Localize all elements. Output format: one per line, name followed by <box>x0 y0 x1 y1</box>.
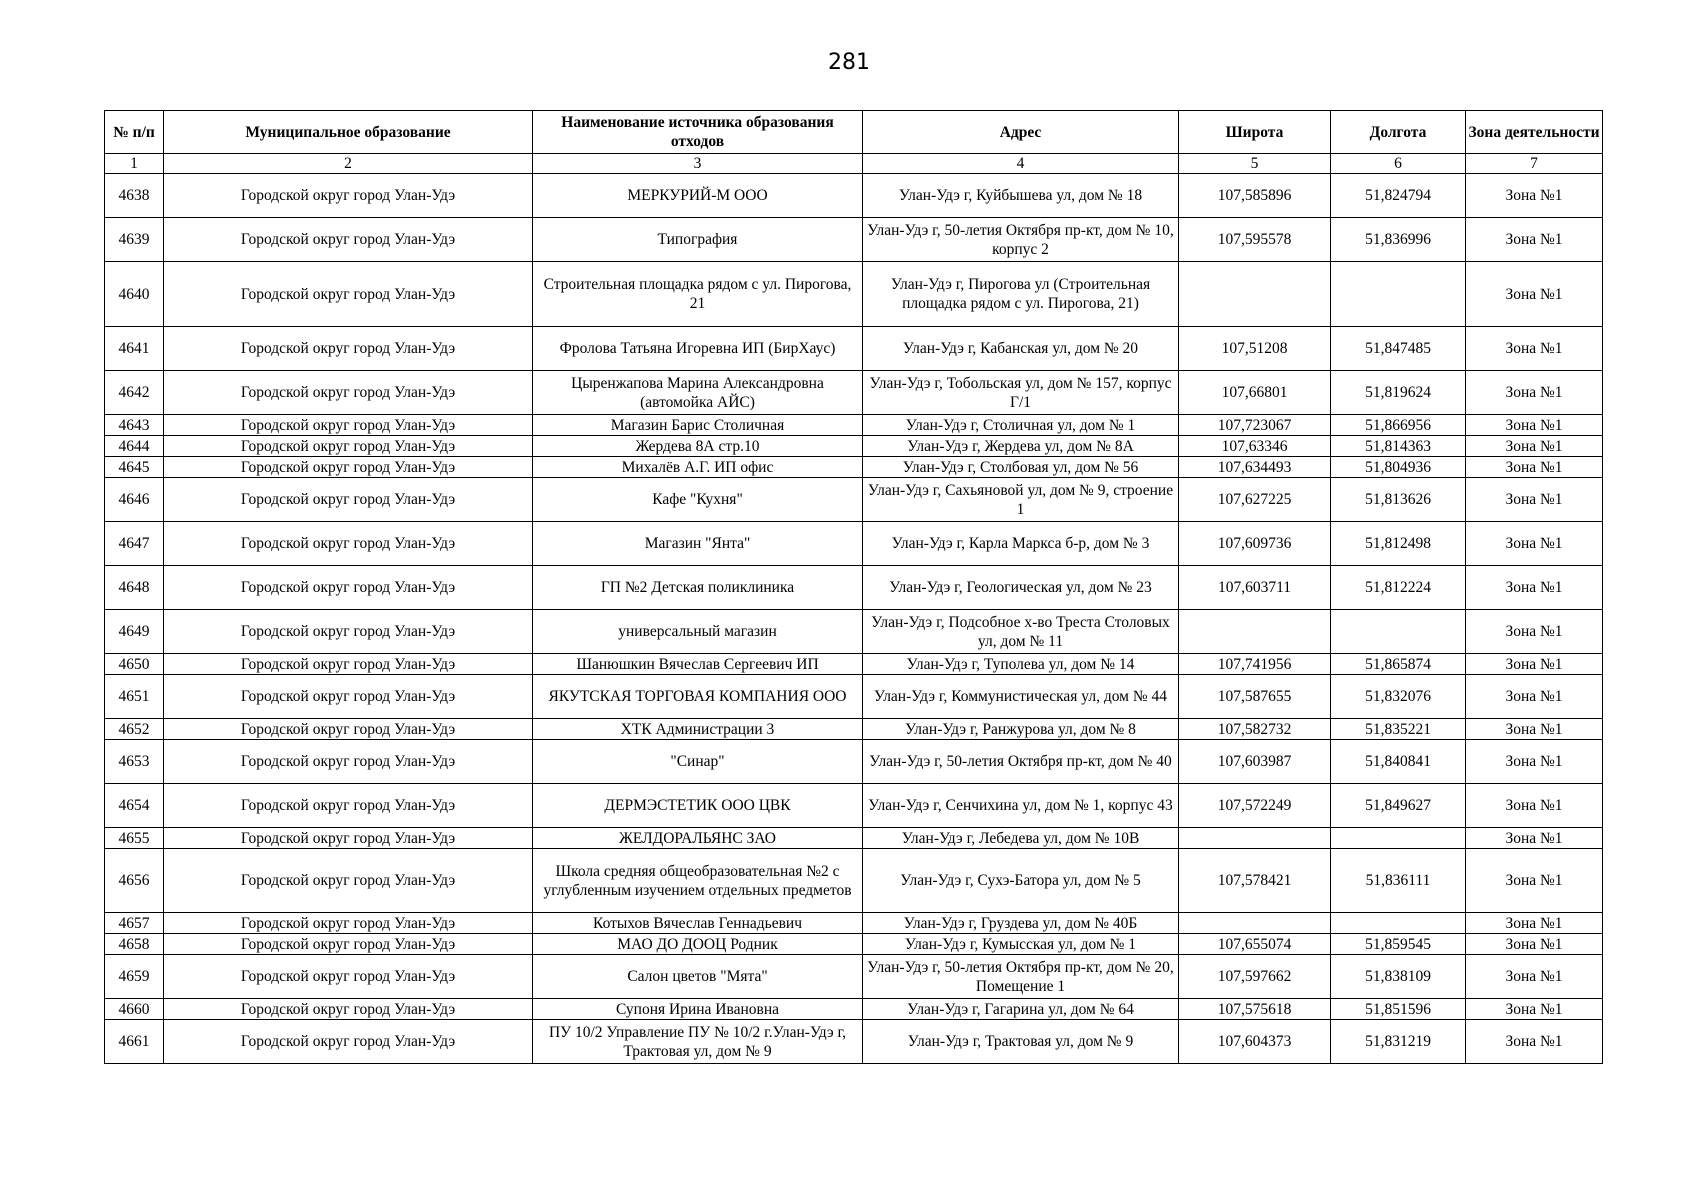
cell-source-name: Супоня Ирина Ивановна <box>533 999 863 1020</box>
cell-source-name: универсальный магазин <box>533 610 863 654</box>
table-row <box>105 262 1603 327</box>
cell-source-name: ЖЕЛДОРАЛЬЯНС ЗАО <box>533 828 863 849</box>
cell-longitude: 51,836996 <box>1331 218 1466 262</box>
table-row <box>105 457 1603 478</box>
cell-source-name: ПУ 10/2 Управление ПУ № 10/2 г.Улан-Удэ г, Трактовая ул, дом № 9 <box>533 1020 863 1064</box>
cell-source-name: Цыренжапова Марина Александровна (автомойка АЙС) <box>533 371 863 415</box>
table-row <box>105 828 1603 849</box>
cell-latitude: 107,597662 <box>1179 955 1331 999</box>
column-number-source-name: 3 <box>533 154 863 174</box>
cell-address: Улан-Удэ г, Куйбышева ул, дом № 18 <box>863 174 1179 218</box>
cell-longitude: 51,813626 <box>1331 478 1466 522</box>
cell-latitude: 107,604373 <box>1179 1020 1331 1064</box>
cell-municipality: Городской округ город Улан-Удэ <box>164 934 533 955</box>
cell-municipality: Городской округ город Улан-Удэ <box>164 457 533 478</box>
cell-zone: Зона №1 <box>1466 327 1603 371</box>
cell-latitude <box>1179 913 1331 934</box>
table-row <box>105 522 1603 566</box>
cell-row-number: 4657 <box>105 913 164 934</box>
table-row <box>105 327 1603 371</box>
cell-municipality: Городской округ город Улан-Удэ <box>164 610 533 654</box>
cell-row-number: 4658 <box>105 934 164 955</box>
cell-row-number: 4647 <box>105 522 164 566</box>
cell-zone: Зона №1 <box>1466 740 1603 784</box>
cell-municipality: Городской округ город Улан-Удэ <box>164 784 533 828</box>
cell-address: Улан-Удэ г, 50-летия Октября пр-кт, дом № 10, корпус 2 <box>863 218 1179 262</box>
cell-longitude <box>1331 828 1466 849</box>
cell-address: Улан-Удэ г, Карла Маркса б-р, дом № 3 <box>863 522 1179 566</box>
table-row <box>105 675 1603 719</box>
table-row <box>105 566 1603 610</box>
cell-municipality: Городской округ город Улан-Удэ <box>164 913 533 934</box>
cell-row-number: 4651 <box>105 675 164 719</box>
cell-municipality: Городской округ город Улан-Удэ <box>164 654 533 675</box>
cell-municipality: Городской округ город Улан-Удэ <box>164 436 533 457</box>
cell-longitude: 51,819624 <box>1331 371 1466 415</box>
cell-zone: Зона №1 <box>1466 784 1603 828</box>
cell-longitude: 51,835221 <box>1331 719 1466 740</box>
column-number-longitude: 6 <box>1331 154 1466 174</box>
cell-address: Улан-Удэ г, Кабанская ул, дом № 20 <box>863 327 1179 371</box>
cell-row-number: 4654 <box>105 784 164 828</box>
column-number-address: 4 <box>863 154 1179 174</box>
cell-zone: Зона №1 <box>1466 610 1603 654</box>
cell-latitude <box>1179 828 1331 849</box>
cell-source-name: Магазин Барис Столичная <box>533 415 863 436</box>
header-longitude: Долгота <box>1331 111 1466 154</box>
cell-zone: Зона №1 <box>1466 675 1603 719</box>
cell-source-name: Фролова Татьяна Игоревна ИП (БирХаус) <box>533 327 863 371</box>
cell-municipality: Городской округ город Улан-Удэ <box>164 522 533 566</box>
cell-row-number: 4655 <box>105 828 164 849</box>
cell-address: Улан-Удэ г, Столичная ул, дом № 1 <box>863 415 1179 436</box>
header-row-number: № п/п <box>105 111 164 154</box>
cell-zone: Зона №1 <box>1466 913 1603 934</box>
cell-longitude: 51,812224 <box>1331 566 1466 610</box>
cell-address: Улан-Удэ г, Ранжурова ул, дом № 8 <box>863 719 1179 740</box>
cell-municipality: Городской округ город Улан-Удэ <box>164 999 533 1020</box>
cell-source-name: Котыхов Вячеслав Геннадьевич <box>533 913 863 934</box>
table-row <box>105 913 1603 934</box>
cell-zone: Зона №1 <box>1466 522 1603 566</box>
cell-source-name: Салон цветов "Мята" <box>533 955 863 999</box>
cell-longitude: 51,831219 <box>1331 1020 1466 1064</box>
cell-address: Улан-Удэ г, Гагарина ул, дом № 64 <box>863 999 1179 1020</box>
cell-source-name: ХТК Администрации 3 <box>533 719 863 740</box>
table-row <box>105 719 1603 740</box>
cell-row-number: 4645 <box>105 457 164 478</box>
cell-row-number: 4659 <box>105 955 164 999</box>
cell-longitude: 51,849627 <box>1331 784 1466 828</box>
cell-zone: Зона №1 <box>1466 719 1603 740</box>
cell-latitude: 107,655074 <box>1179 934 1331 955</box>
table-row <box>105 934 1603 955</box>
waste-sources-table <box>104 110 1603 1064</box>
table-row <box>105 371 1603 415</box>
cell-municipality: Городской округ город Улан-Удэ <box>164 415 533 436</box>
cell-row-number: 4648 <box>105 566 164 610</box>
cell-longitude: 51,840841 <box>1331 740 1466 784</box>
cell-municipality: Городской округ город Улан-Удэ <box>164 849 533 913</box>
cell-latitude: 107,741956 <box>1179 654 1331 675</box>
cell-source-name: ДЕРМЭСТЕТИК ООО ЦВК <box>533 784 863 828</box>
cell-longitude: 51,824794 <box>1331 174 1466 218</box>
cell-source-name: Магазин "Янта" <box>533 522 863 566</box>
cell-longitude: 51,865874 <box>1331 654 1466 675</box>
cell-longitude: 51,836111 <box>1331 849 1466 913</box>
cell-source-name: Кафе "Кухня" <box>533 478 863 522</box>
header-address: Адрес <box>863 111 1179 154</box>
column-number-latitude: 5 <box>1179 154 1331 174</box>
cell-source-name: Школа средняя общеобразовательная №2 с углубленным изучением отдельных предметов <box>533 849 863 913</box>
column-number-municipality: 2 <box>164 154 533 174</box>
table-row <box>105 1020 1603 1064</box>
table-row <box>105 740 1603 784</box>
table-row <box>105 955 1603 999</box>
cell-zone: Зона №1 <box>1466 262 1603 327</box>
cell-latitude: 107,572249 <box>1179 784 1331 828</box>
table-row <box>105 999 1603 1020</box>
cell-municipality: Городской округ город Улан-Удэ <box>164 566 533 610</box>
column-number-row-number: 1 <box>105 154 164 174</box>
cell-row-number: 4650 <box>105 654 164 675</box>
cell-source-name: ГП №2 Детская поликлиника <box>533 566 863 610</box>
cell-row-number: 4643 <box>105 415 164 436</box>
cell-latitude: 107,603711 <box>1179 566 1331 610</box>
cell-municipality: Городской округ город Улан-Удэ <box>164 327 533 371</box>
cell-address: Улан-Удэ г, Коммунистическая ул, дом № 44 <box>863 675 1179 719</box>
cell-source-name: Типография <box>533 218 863 262</box>
cell-row-number: 4661 <box>105 1020 164 1064</box>
table-row <box>105 174 1603 218</box>
column-number-row <box>105 154 1603 174</box>
cell-address: Улан-Удэ г, Сухэ-Батора ул, дом № 5 <box>863 849 1179 913</box>
cell-municipality: Городской округ город Улан-Удэ <box>164 218 533 262</box>
cell-address: Улан-Удэ г, Пирогова ул (Строительная площадка рядом с ул. Пирогова, 21) <box>863 262 1179 327</box>
cell-zone: Зона №1 <box>1466 566 1603 610</box>
cell-municipality: Городской округ город Улан-Удэ <box>164 955 533 999</box>
cell-address: Улан-Удэ г, Трактовая ул, дом № 9 <box>863 1020 1179 1064</box>
table-row <box>105 478 1603 522</box>
table-row <box>105 784 1603 828</box>
cell-zone: Зона №1 <box>1466 371 1603 415</box>
cell-row-number: 4641 <box>105 327 164 371</box>
table-row <box>105 610 1603 654</box>
cell-source-name: ЯКУТСКАЯ ТОРГОВАЯ КОМПАНИЯ ООО <box>533 675 863 719</box>
cell-longitude: 51,847485 <box>1331 327 1466 371</box>
table-row <box>105 218 1603 262</box>
cell-zone: Зона №1 <box>1466 955 1603 999</box>
cell-zone: Зона №1 <box>1466 436 1603 457</box>
cell-longitude: 51,838109 <box>1331 955 1466 999</box>
cell-latitude: 107,595578 <box>1179 218 1331 262</box>
cell-source-name: "Синар" <box>533 740 863 784</box>
cell-row-number: 4640 <box>105 262 164 327</box>
header-source-name: Наименование источника образования отходов <box>533 111 863 154</box>
cell-latitude: 107,585896 <box>1179 174 1331 218</box>
cell-address: Улан-Удэ г, Геологическая ул, дом № 23 <box>863 566 1179 610</box>
header-row <box>105 111 1603 154</box>
cell-address: Улан-Удэ г, 50-летия Октября пр-кт, дом № 20, Помещение 1 <box>863 955 1179 999</box>
cell-zone: Зона №1 <box>1466 849 1603 913</box>
cell-latitude <box>1179 262 1331 327</box>
cell-address: Улан-Удэ г, Столбовая ул, дом № 56 <box>863 457 1179 478</box>
cell-latitude: 107,723067 <box>1179 415 1331 436</box>
cell-row-number: 4656 <box>105 849 164 913</box>
cell-longitude: 51,866956 <box>1331 415 1466 436</box>
cell-address: Улан-Удэ г, Сенчихина ул, дом № 1, корпус 43 <box>863 784 1179 828</box>
cell-row-number: 4652 <box>105 719 164 740</box>
cell-source-name: Шанюшкин Вячеслав Сергеевич ИП <box>533 654 863 675</box>
cell-row-number: 4646 <box>105 478 164 522</box>
cell-longitude: 51,804936 <box>1331 457 1466 478</box>
cell-address: Улан-Удэ г, Кумысская ул, дом № 1 <box>863 934 1179 955</box>
cell-municipality: Городской округ город Улан-Удэ <box>164 262 533 327</box>
cell-latitude: 107,587655 <box>1179 675 1331 719</box>
cell-row-number: 4649 <box>105 610 164 654</box>
cell-longitude <box>1331 913 1466 934</box>
cell-source-name: Михалёв А.Г. ИП офис <box>533 457 863 478</box>
cell-longitude: 51,812498 <box>1331 522 1466 566</box>
header-latitude: Широта <box>1179 111 1331 154</box>
cell-longitude: 51,832076 <box>1331 675 1466 719</box>
cell-zone: Зона №1 <box>1466 218 1603 262</box>
cell-longitude <box>1331 262 1466 327</box>
cell-latitude: 107,627225 <box>1179 478 1331 522</box>
cell-source-name: Строительная площадка рядом с ул. Пирогова, 21 <box>533 262 863 327</box>
cell-municipality: Городской округ город Улан-Удэ <box>164 740 533 784</box>
cell-zone: Зона №1 <box>1466 934 1603 955</box>
cell-latitude: 107,603987 <box>1179 740 1331 784</box>
cell-address: Улан-Удэ г, Лебедева ул, дом № 10В <box>863 828 1179 849</box>
column-number-zone: 7 <box>1466 154 1603 174</box>
cell-longitude: 51,851596 <box>1331 999 1466 1020</box>
cell-address: Улан-Удэ г, 50-летия Октября пр-кт, дом № 40 <box>863 740 1179 784</box>
cell-zone: Зона №1 <box>1466 654 1603 675</box>
cell-municipality: Городской округ город Улан-Удэ <box>164 675 533 719</box>
cell-address: Улан-Удэ г, Груздева ул, дом № 40Б <box>863 913 1179 934</box>
header-municipality: Муниципальное образование <box>164 111 533 154</box>
cell-zone: Зона №1 <box>1466 415 1603 436</box>
cell-row-number: 4653 <box>105 740 164 784</box>
cell-row-number: 4644 <box>105 436 164 457</box>
table-row <box>105 849 1603 913</box>
cell-zone: Зона №1 <box>1466 174 1603 218</box>
cell-municipality: Городской округ город Улан-Удэ <box>164 1020 533 1064</box>
cell-longitude: 51,814363 <box>1331 436 1466 457</box>
cell-zone: Зона №1 <box>1466 1020 1603 1064</box>
cell-row-number: 4642 <box>105 371 164 415</box>
cell-latitude: 107,51208 <box>1179 327 1331 371</box>
cell-zone: Зона №1 <box>1466 999 1603 1020</box>
cell-latitude: 107,63346 <box>1179 436 1331 457</box>
cell-latitude: 107,575618 <box>1179 999 1331 1020</box>
table-row <box>105 415 1603 436</box>
cell-row-number: 4639 <box>105 218 164 262</box>
cell-row-number: 4660 <box>105 999 164 1020</box>
table-row <box>105 436 1603 457</box>
cell-municipality: Городской округ город Улан-Удэ <box>164 478 533 522</box>
cell-longitude: 51,859545 <box>1331 934 1466 955</box>
cell-latitude <box>1179 610 1331 654</box>
cell-address: Улан-Удэ г, Подсобное х-во Треста Столовых ул, дом № 11 <box>863 610 1179 654</box>
cell-latitude: 107,609736 <box>1179 522 1331 566</box>
cell-municipality: Городской округ город Улан-Удэ <box>164 371 533 415</box>
cell-source-name: МАО ДО ДООЦ Родник <box>533 934 863 955</box>
cell-municipality: Городской округ город Улан-Удэ <box>164 719 533 740</box>
page-number: 281 <box>828 50 870 75</box>
cell-source-name: МЕРКУРИЙ-М ООО <box>533 174 863 218</box>
cell-address: Улан-Удэ г, Сахьяновой ул, дом № 9, строение 1 <box>863 478 1179 522</box>
cell-source-name: Жердева 8А стр.10 <box>533 436 863 457</box>
cell-address: Улан-Удэ г, Жердева ул, дом № 8А <box>863 436 1179 457</box>
cell-zone: Зона №1 <box>1466 828 1603 849</box>
table-row <box>105 654 1603 675</box>
header-zone: Зона деятельности <box>1466 111 1603 154</box>
cell-latitude: 107,578421 <box>1179 849 1331 913</box>
cell-address: Улан-Удэ г, Тобольская ул, дом № 157, корпус Г/1 <box>863 371 1179 415</box>
cell-zone: Зона №1 <box>1466 478 1603 522</box>
cell-zone: Зона №1 <box>1466 457 1603 478</box>
cell-municipality: Городской округ город Улан-Удэ <box>164 828 533 849</box>
cell-longitude <box>1331 610 1466 654</box>
cell-latitude: 107,582732 <box>1179 719 1331 740</box>
cell-municipality: Городской округ город Улан-Удэ <box>164 174 533 218</box>
cell-address: Улан-Удэ г, Туполева ул, дом № 14 <box>863 654 1179 675</box>
cell-latitude: 107,66801 <box>1179 371 1331 415</box>
table-body <box>105 174 1603 1064</box>
cell-latitude: 107,634493 <box>1179 457 1331 478</box>
cell-row-number: 4638 <box>105 174 164 218</box>
